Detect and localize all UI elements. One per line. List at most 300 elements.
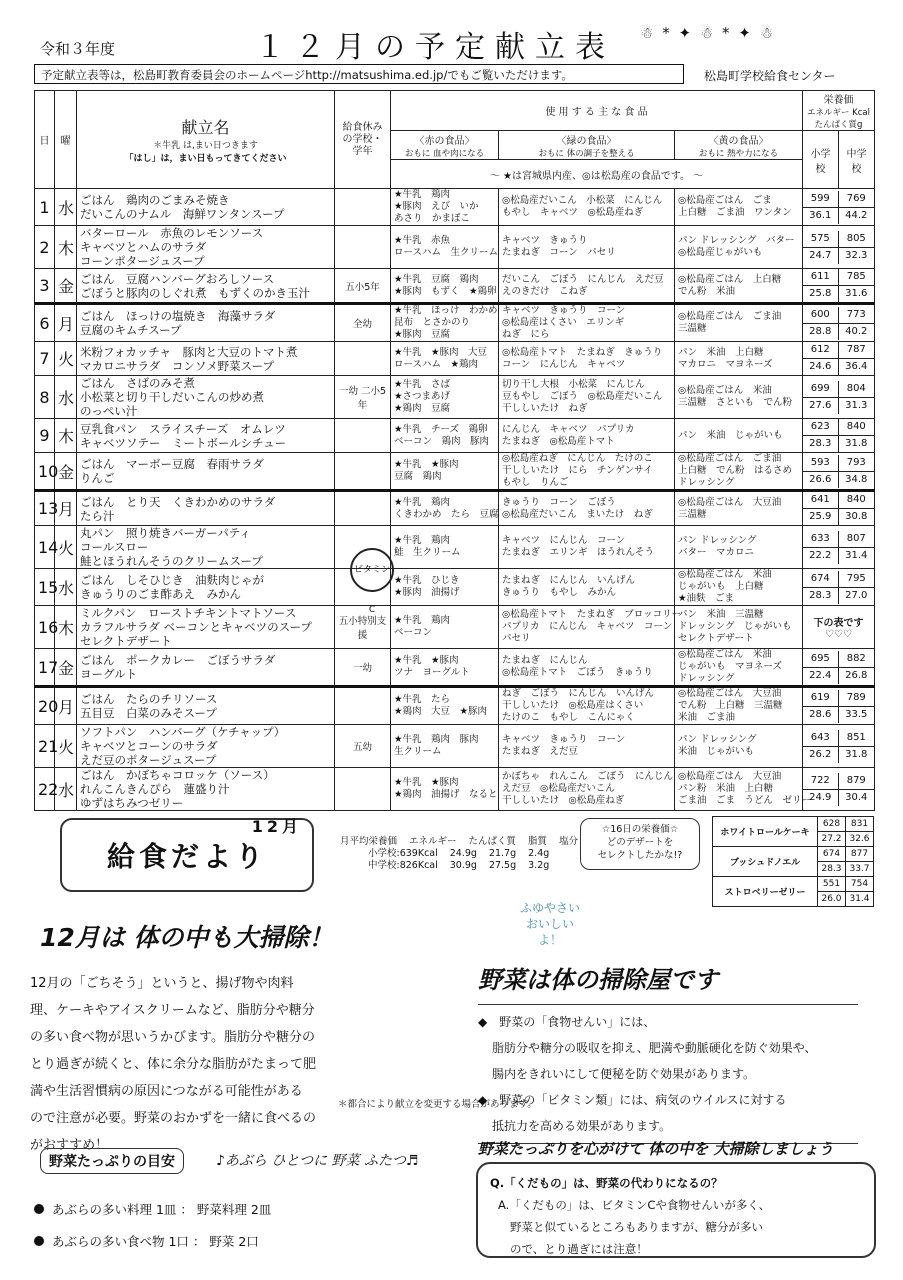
- page-title: １２月の予定献立表: [255, 30, 615, 65]
- yellow-foods-cell: [675, 649, 803, 687]
- protein-value: 30.8: [839, 508, 875, 525]
- dish-cell-line: ごぼうと豚肉のしぐれ煮 もずくのかき玉汁: [80, 285, 310, 300]
- protein-value: 31.8: [839, 435, 875, 452]
- weekday-cell: [55, 453, 77, 491]
- weekday-cell-line: 金: [58, 277, 75, 296]
- nutrition-cell: [803, 342, 875, 376]
- qa-answer: 野菜と似ているところもありますが、糖分が多い: [510, 1220, 763, 1234]
- red-foods-cell: [391, 226, 499, 269]
- average-elementary: [340, 848, 578, 860]
- red-foods-cell: [391, 687, 499, 725]
- green-foods-cell: [499, 491, 675, 526]
- dish-cell: [77, 569, 335, 606]
- dish-cell-line: ミルクパン ローストチキントマトソース: [80, 606, 297, 620]
- yellow-foods-cell-line: パン粉 米油 上白糖: [678, 783, 774, 794]
- nutrition-cell: [803, 419, 875, 453]
- dessert-protein: 26.0: [818, 892, 846, 907]
- monthly-average: [340, 836, 578, 872]
- yellow-foods-cell: [675, 569, 803, 606]
- green-foods-cell-line: かぼちゃ れんこん ごぼう にんじん: [502, 771, 674, 782]
- red-foods-cell-line: ★牛乳 たら: [394, 694, 451, 705]
- day-cell: [35, 649, 59, 687]
- protein-value: 27.6: [803, 397, 839, 414]
- poster-month: 12月: [251, 817, 302, 836]
- day-cell: [35, 304, 55, 342]
- energy-value: 805: [846, 232, 866, 244]
- dish-cell-line: きゅうりのごま酢あえ みかん: [80, 587, 241, 601]
- green-foods-cell-line: もやし キャベツ ◎松島産ねぎ: [502, 207, 644, 218]
- yellow-foods-cell-line: ◎松島産ごはん 大豆油: [678, 688, 782, 699]
- weekday-cell-line: 水: [58, 198, 75, 218]
- holiday-note-cell: [335, 226, 391, 269]
- protein-value: 31.8: [839, 746, 875, 763]
- weekday-cell-line: 月: [58, 500, 75, 519]
- red-foods-cell-line: ★牛乳 ひじき: [394, 575, 460, 586]
- dessert-protein: 27.2: [818, 832, 846, 847]
- guide-song: ♪あぶら ひとつに 野菜 ふたつ♬: [216, 1153, 419, 1169]
- green-foods-cell: [499, 526, 675, 569]
- red-foods-cell-line: 豆腐 鶏肉: [394, 471, 442, 482]
- energy-value: 804: [846, 382, 866, 394]
- red-foods-cell-line: ★牛乳 ★豚肉 大豆: [394, 346, 488, 358]
- dessert-protein: 33.7: [846, 862, 874, 877]
- newsletter-poster: [60, 818, 314, 892]
- day-cell-line: 20: [38, 696, 59, 716]
- holiday-note-cell: [335, 491, 391, 526]
- dish-cell: [77, 419, 335, 453]
- dish-cell-line: 鮭とほうれんそうのクリームスープ: [80, 554, 263, 568]
- protein-value: 33.5: [839, 706, 875, 723]
- weekday-cell-line: 月: [58, 697, 75, 717]
- cleaning-line: がおすすめ！: [30, 1138, 109, 1153]
- average-protein-heading: たんぱく質: [468, 836, 517, 847]
- col-foods: 使 用 す る 主 な 食 品: [391, 91, 803, 131]
- veg-line: ◆ 野菜の「ビタミン類」には、病気のウイルスに対する: [478, 1093, 787, 1107]
- weekday-cell-line: 水: [58, 578, 75, 598]
- protein-value: 30.4: [839, 789, 875, 806]
- yellow-foods-cell-line: ドレッシング じゃがいも: [678, 621, 792, 632]
- dessert-name: ブッシュドノエル: [713, 847, 818, 877]
- holiday-note-cell-line: 五幼: [352, 742, 372, 753]
- yellow-foods-cell-line: ◎松島産ごはん 米油: [678, 569, 772, 580]
- website-notice: 予定献立表等は，松島町教育委員会のホームページhttp://matsushima.ed.jp/でもご覧いただけます。: [34, 64, 684, 84]
- green-foods-cell-line: コーン にんじん キャベツ: [502, 358, 626, 370]
- red-foods-cell-line: ★鶏肉 油揚げ なると: [394, 789, 498, 800]
- green-foods-cell: [499, 342, 675, 376]
- red-foods-cell: [391, 419, 499, 453]
- yellow-foods-cell-line: ◎松島産ごはん 米油: [678, 649, 772, 660]
- energy-value: 619: [803, 690, 839, 706]
- red-title: 〈赤の食品〉: [414, 135, 475, 147]
- nutrition-cell: [803, 687, 875, 725]
- green-foods-cell: [499, 304, 675, 342]
- green-foods-cell-line: ◎松島産トマト たまねぎ きゅうり: [502, 346, 663, 358]
- nutrition-cell: [803, 606, 875, 649]
- select-line3: セレクトしたかな!?: [597, 850, 683, 861]
- red-foods-cell-line: ★豚肉 油揚げ: [394, 587, 460, 598]
- fuyu-line1: ふゆやさい: [519, 901, 580, 915]
- holiday-note-cell: [335, 269, 391, 304]
- guide-rule-2: [34, 1232, 259, 1250]
- dish-cell-line: 米粉フォカッチャ 豚肉と大豆のトマト煮: [80, 344, 298, 359]
- protein-value: 36.4: [839, 358, 875, 375]
- dish-cell: [77, 453, 335, 491]
- yellow-foods-cell: [675, 687, 803, 725]
- protein-heading: たんぱく質g: [814, 120, 863, 130]
- green-foods-cell-line: ◎松島産ねぎ にんじん たけのこ: [502, 453, 653, 464]
- yellow-foods-cell-line: でん粉 米油: [678, 285, 736, 297]
- weekday-cell-line: 金: [58, 462, 75, 482]
- day-cell: [35, 226, 55, 269]
- green-foods-cell: [499, 768, 675, 811]
- dish-cell: [77, 687, 335, 725]
- menu-row: [35, 269, 875, 304]
- holiday-note-cell: [335, 419, 391, 453]
- menu-row: [35, 526, 875, 569]
- nutrition-cell: [803, 376, 875, 419]
- green-foods-cell: [499, 269, 675, 304]
- yellow-foods-cell-line: パン ドレッシング: [678, 535, 757, 546]
- red-foods-cell-line: ★牛乳 鶏肉 豚肉: [394, 734, 479, 745]
- nutrition-cell: [803, 725, 875, 768]
- yellow-foods-cell-line: ◎松島産ごはん 上白糖: [678, 273, 782, 285]
- menu-row: [35, 453, 875, 491]
- qa-question: Q.「くだもの」は、野菜の代わりになるの？: [490, 1176, 723, 1190]
- nutrition-cell: [803, 569, 875, 606]
- red-foods-cell-line: 生クリーム: [394, 746, 442, 757]
- yellow-foods-cell-line: セレクトデザート: [678, 633, 754, 644]
- holiday-note-cell: [335, 304, 391, 342]
- red-foods-cell: [391, 768, 499, 811]
- dish-cell-line: 丸パン 照り焼きバーガーパティ: [80, 526, 251, 540]
- green-foods-cell-line: えだ豆 ◎松島産だいこん: [502, 783, 615, 794]
- red-foods-cell-line: ツナ ヨーグルト: [394, 667, 470, 678]
- green-foods-cell: [499, 419, 675, 453]
- day-cell-line: 15: [38, 577, 59, 597]
- energy-value: 575: [803, 231, 839, 247]
- dish-cell-line: キャベツとコーンのサラダ: [80, 739, 218, 753]
- holiday-note-cell-line: 五小5年: [345, 281, 380, 293]
- col-nutrition: [803, 91, 875, 131]
- day-cell-line: 7: [39, 349, 50, 368]
- green-foods-cell-line: たまねぎ えだ豆: [502, 746, 579, 757]
- day-cell: [35, 768, 59, 811]
- energy-value: 840: [846, 421, 866, 432]
- yellow-foods-cell: [675, 606, 803, 649]
- green-foods-cell-line: きゅうり もやし みかん: [502, 587, 617, 598]
- yellow-foods-cell-line: ◎松島産ごはん ごま油: [678, 453, 782, 464]
- day-cell: [35, 453, 59, 491]
- dish-cell-line: のっぺい汁: [80, 404, 138, 418]
- dessert-row: [713, 847, 874, 862]
- green-foods-cell-line: ねぎ にら: [502, 329, 550, 340]
- weekday-cell: [55, 376, 77, 419]
- protein-value: 32.3: [839, 247, 875, 264]
- weekday-cell: [55, 606, 77, 649]
- red-foods-cell: [391, 606, 499, 649]
- dish-cell: [77, 304, 335, 342]
- energy-value: 785: [846, 271, 866, 282]
- red-foods-cell-line: くきわかめ たら 豆腐: [394, 508, 499, 520]
- day-cell: [35, 687, 59, 725]
- poster-text: 給食だより: [106, 840, 267, 873]
- col-name: [77, 91, 335, 189]
- dessert-energy: 754: [846, 877, 874, 892]
- nutrition-cell: [803, 269, 875, 304]
- red-foods-cell-line: ★牛乳 チーズ 鶏卵: [394, 423, 488, 435]
- holiday-note-cell-line: 全幼: [352, 319, 372, 330]
- menu-row: [35, 419, 875, 453]
- average-junior-protein: 30.9g: [449, 860, 477, 871]
- dish-cell-line: ごはん ほっけの塩焼き 海藻サラダ: [80, 309, 276, 323]
- dish-cell: [77, 768, 335, 811]
- weekday-cell: [55, 189, 77, 226]
- cleaning-line: の多い食べ物が思いうかびます。脂肪分や糖分の: [30, 1030, 315, 1045]
- yellow-foods-cell-line: ◎松島産ごはん 米油: [678, 385, 772, 396]
- day-cell: [35, 606, 59, 649]
- dish-cell-line: コールスロー: [80, 540, 149, 554]
- snowman-decoration-icon: ☃ * ✦ ☃ * ✦ ☃: [640, 24, 776, 42]
- yellow-foods-cell-line: 上白糖 でん粉 はるさめ: [678, 465, 793, 476]
- menu-table: [34, 90, 875, 811]
- yellow-foods-cell: [675, 304, 803, 342]
- dessert-energy: 551: [818, 877, 846, 892]
- vegetable-title: 野菜は体の掃除屋です: [478, 966, 718, 994]
- yellow-foods-cell-line: 三温糖: [678, 508, 707, 520]
- protein-value: 28.3: [803, 435, 839, 452]
- holiday-note-cell: [335, 376, 391, 419]
- dish-cell-line: 豆乳食パン スライスチーズ オムレツ: [80, 421, 286, 436]
- red-foods-cell: [391, 453, 499, 491]
- nutrition-cell: [803, 189, 875, 226]
- yellow-foods-cell: [675, 725, 803, 768]
- yellow-foods-cell-line: ◎松島産ごはん 大豆油: [678, 771, 782, 782]
- col-note: 給食休みの学校・学年: [335, 91, 391, 189]
- green-foods-cell-line: 干ししいたけ ◎松島産はくさい: [502, 700, 644, 711]
- weekday-cell: [55, 725, 77, 768]
- yellow-foods-cell-line: じゃがいも マヨネーズ: [678, 661, 783, 672]
- dish-cell-line: バターロール 赤魚のレモンソース: [80, 226, 264, 240]
- average-header: [340, 836, 578, 848]
- school-year: 令和３年度: [40, 40, 116, 58]
- dish-cell-line: カラフルサラダ ベーコンとキャベツのスープ: [80, 620, 312, 634]
- yellow-foods-cell-line: パン ドレッシング: [678, 734, 757, 745]
- green-foods-cell-line: ◎松島産だいこん まいたけ ねぎ: [502, 508, 653, 520]
- green-foods-cell-line: たまねぎ にんじん: [502, 655, 588, 666]
- fuyu-line3: よ！: [537, 933, 562, 947]
- yellow-foods-cell-line: 米油 じゃがいも: [678, 746, 755, 757]
- fruit-qa-box: [476, 1162, 876, 1258]
- dish-cell-line: ヨーグルト: [80, 667, 138, 681]
- energy-value: 789: [846, 691, 866, 703]
- dish-cell-line: だいこんのナムル 海鮮ワンタンスープ: [80, 207, 285, 221]
- protein-value: 26.6: [803, 471, 839, 488]
- green-foods-cell-line: ◎松島産トマト たまねぎ ブロッコリー: [502, 609, 682, 620]
- milk-note: ＊牛乳 は,まい日つきます: [153, 141, 258, 151]
- red-foods-cell-line: 鮭 生クリーム: [394, 547, 461, 558]
- yellow-foods-cell: [675, 419, 803, 453]
- select-dessert-bubble: [580, 818, 700, 870]
- vegetable-body: [478, 1004, 858, 1144]
- red-foods-cell-line: ★牛乳 ★豚肉: [394, 777, 459, 788]
- nutrition-heading: 栄養価: [823, 95, 854, 106]
- red-foods-cell-line: ベーコン: [394, 627, 433, 638]
- weekday-cell-line: 木: [58, 618, 75, 638]
- weekday-cell: [55, 269, 77, 304]
- energy-value: 623: [803, 419, 839, 435]
- nutrition-cell: [803, 768, 875, 811]
- day-cell-line: 21: [38, 736, 59, 756]
- average-elementary-protein: 24.9g: [449, 848, 477, 859]
- protein-value: 24.6: [803, 358, 839, 375]
- menu-row: [35, 376, 875, 419]
- protein-value: 28.3: [803, 587, 839, 604]
- green-foods-cell-line: 干ししいたけ ◎松島産ねぎ: [502, 795, 625, 806]
- holiday-note-cell-line: 一幼 二小5年: [338, 386, 387, 411]
- holiday-note-cell: [335, 768, 391, 811]
- protein-value: 31.4: [839, 547, 875, 564]
- veg-line: 腸内をきれいにして便秘を防ぐ効果があります。: [492, 1067, 756, 1081]
- dessert-energy: 674: [818, 847, 846, 862]
- guide-rule-1: [34, 1200, 271, 1218]
- menu-row: [35, 342, 875, 376]
- yellow-foods-cell: [675, 526, 803, 569]
- yellow-sub: おもに 熱や力になる: [698, 148, 779, 159]
- average-elementary-fat: 21.7g: [488, 848, 517, 859]
- energy-value: 879: [846, 774, 866, 786]
- yellow-foods-cell: [675, 342, 803, 376]
- protein-value: 24.7: [803, 247, 839, 264]
- nutrition-cell: [803, 491, 875, 526]
- day-cell-line: 9: [39, 426, 50, 445]
- green-foods-cell-line: たけのこ もやし こんにゃく: [502, 712, 635, 723]
- green-foods-cell-line: ねぎ ごぼう にんじん いんげん: [502, 688, 655, 699]
- green-foods-cell-line: ◎松島産トマト ごぼう きゅうり: [502, 667, 653, 678]
- holiday-note-cell: [335, 189, 391, 226]
- green-foods-cell-line: たまねぎ エリンギ ほうれんそう: [502, 547, 655, 558]
- protein-value: 25.8: [803, 285, 839, 302]
- yellow-foods-cell-line: パン 米油 じゃがいも: [678, 429, 783, 441]
- yellow-foods-cell: [675, 376, 803, 419]
- menu-row: [35, 569, 875, 606]
- yellow-foods-cell-line: 三温糖 さといも でん粉: [678, 397, 793, 408]
- energy-value: 641: [803, 492, 839, 508]
- dish-cell: [77, 606, 335, 649]
- yellow-foods-cell-line: パン ドレッシング バター: [678, 235, 795, 246]
- weekday-cell-line: 水: [58, 388, 75, 408]
- weekday-cell: [55, 226, 77, 269]
- energy-value: 699: [803, 381, 839, 397]
- energy-value: 643: [803, 730, 839, 746]
- dish-cell-line: 五目豆 白菜のみそスープ: [80, 706, 217, 720]
- red-foods-cell-line: ロースハム 生クリーム: [394, 247, 499, 258]
- red-foods-cell: [391, 725, 499, 768]
- dessert-row: [713, 877, 874, 892]
- cleaning-line: とり過ぎが続くと、体に余分な脂肪がたまって肥: [30, 1057, 317, 1072]
- yellow-foods-cell: [675, 768, 812, 811]
- weekday-cell-line: 火: [58, 538, 75, 558]
- day-cell-line: 8: [39, 387, 50, 407]
- dish-cell-line: セレクトデザート: [80, 634, 172, 648]
- day-cell-line: 10: [38, 461, 59, 481]
- cleaning-line: 12月の「ごちそう」というと、揚げ物や肉料: [30, 976, 294, 991]
- weekday-cell-line: 木: [58, 427, 75, 446]
- protein-value: 34.8: [839, 471, 875, 488]
- red-foods-cell: [391, 304, 499, 342]
- energy-value: 773: [846, 308, 866, 320]
- weekday-cell: [55, 687, 77, 725]
- red-foods-cell-line: ★牛乳 鶏肉: [394, 496, 451, 508]
- dish-cell-line: ごはん ポークカレー ごぼうサラダ: [80, 653, 276, 667]
- red-foods-cell: [391, 342, 499, 376]
- red-foods-cell-line: ★豚肉 もずく ★鶏卵: [394, 285, 497, 297]
- dish-cell-line: キャベツソテー ミートボールシチュー: [80, 435, 287, 450]
- red-foods-cell-line: ★牛乳 ★豚肉: [394, 655, 459, 666]
- green-title: 〈緑の食品〉: [556, 135, 617, 147]
- red-foods-cell: [391, 376, 499, 419]
- cleaning-line: 理、ケーキやアイスクリームなど、脂肪分や糖分: [30, 1003, 315, 1018]
- energy-value: 882: [846, 652, 866, 664]
- green-foods-cell: [499, 687, 675, 725]
- weekday-cell-line: 木: [58, 238, 75, 258]
- day-cell: [35, 419, 55, 453]
- yellow-foods-cell-line: ◎松島産ごはん 大豆油: [678, 496, 782, 508]
- protein-value: 40.2: [839, 323, 875, 340]
- red-foods-cell-line: ★牛乳 さば: [394, 379, 451, 390]
- average-junior-salt: 3.2g: [528, 860, 550, 871]
- disclaimer: ＊都合により献立を変更する場合があります。: [338, 1099, 537, 1110]
- qa-answer: A.「くだもの」は、ビタミンCや食物せんいが多く、: [498, 1198, 771, 1212]
- red-foods-cell-line: ロースハム ★鶏肉: [394, 358, 479, 370]
- green-foods-cell-line: 干ししいたけ にら チンゲンサイ: [502, 465, 653, 476]
- energy-value: 840: [846, 494, 866, 505]
- green-foods-cell-line: 切り干し大根 小松菜 にんじん: [502, 379, 645, 390]
- yellow-foods-cell: [675, 189, 803, 226]
- dish-cell-line: ごはん かぼちゃコロッケ（ソース）: [80, 768, 275, 782]
- weekday-cell: [55, 569, 77, 606]
- yellow-foods-cell: [675, 453, 803, 491]
- energy-value: 795: [846, 572, 866, 584]
- day-cell: [35, 526, 59, 569]
- average-elementary-salt: 2.4g: [528, 848, 550, 859]
- junior-heading: 中学校: [839, 131, 875, 189]
- energy-value: 722: [803, 773, 839, 789]
- day-cell-line: 1: [39, 197, 50, 217]
- red-foods-cell-line: ★さつまあげ: [394, 391, 451, 402]
- energy-value: 787: [846, 344, 866, 355]
- center-name: 松島町学校給食センター: [704, 69, 836, 83]
- dish-cell: [77, 526, 335, 569]
- guide-rule-text: あぶらの多い料理 1皿 ： 野菜料理 2皿: [52, 1202, 272, 1217]
- green-foods-cell-line: キャベツ にんじん コーン: [502, 535, 626, 546]
- red-foods-cell-line: ★鶏肉 豆腐: [394, 403, 451, 414]
- average-title: 月平均栄養価: [340, 836, 398, 847]
- holiday-note-cell: [335, 606, 391, 649]
- nutrition-see-below: 下の表です: [813, 618, 864, 629]
- dish-cell-line: ごはん さばのみそ煮: [80, 376, 195, 390]
- green-foods-cell: [499, 649, 675, 687]
- green-foods-cell-line: キャベツ きゅうり コーン: [502, 734, 626, 745]
- protein-value: 28.6: [803, 706, 839, 723]
- dessert-protein: 28.3: [818, 862, 846, 877]
- green-foods-cell-line: パセリ: [502, 633, 531, 644]
- protein-value: 44.2: [839, 207, 875, 224]
- average-elementary-label: 小学校:639Kcal: [368, 848, 438, 859]
- weekday-cell: [55, 304, 77, 342]
- red-foods-cell-line: ★牛乳 豆腐 鶏肉: [394, 273, 479, 285]
- weekday-cell: [55, 419, 77, 453]
- menu-row: [35, 649, 875, 687]
